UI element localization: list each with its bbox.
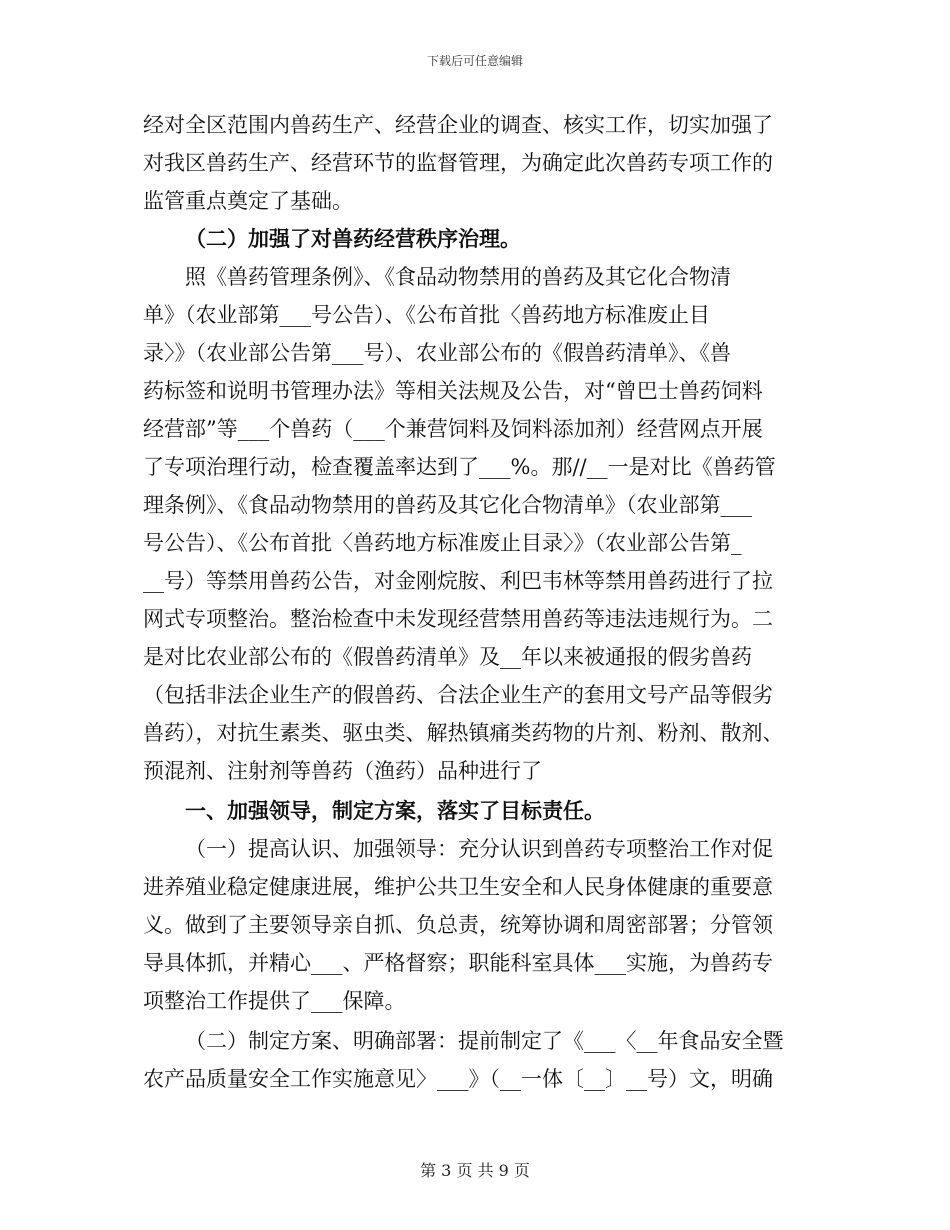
- body-line: 药标签和说明书管理办法》等相关法规及公告，对“曾巴士兽药饲料: [143, 379, 763, 403]
- body-line: 网式专项整治。整治检查中未发现经营禁用兽药等违法违规行为。二: [143, 607, 773, 631]
- section-heading: 一、加强领导，制定方案，落实了目标责任。: [185, 798, 605, 823]
- body-line: 经对全区范围内兽药生产、经营企业的调查、核实工作，切实加强了: [143, 113, 773, 137]
- body-line: 单》（农业部第___号公告）、《公布首批〈兽药地方标准废止目: [143, 303, 710, 327]
- body-line: 导具体抓，并精心___、严格督察；职能科室具体___实施，为兽药专: [143, 951, 773, 975]
- body-line: 义。做到了主要领导亲自抓、负总责，统筹协调和周密部署；分管领: [143, 913, 773, 937]
- page-header: 下载后可任意编辑: [426, 54, 523, 68]
- body-line: 照《兽药管理条例》、《食品动物禁用的兽药及其它化合物清: [185, 265, 731, 289]
- body-line: 了专项治理行动，检查覆盖率达到了___%。那//__一是对比《兽药管: [143, 455, 776, 479]
- body-line: 兽药），对抗生素类、驱虫类、解热镇痛类药物的片剂、粉剂、散剂、: [143, 721, 784, 745]
- section-heading: （二）加强了对兽药经营秩序治理。: [185, 226, 521, 251]
- page-footer: 第 3 页 共 9 页: [420, 1161, 530, 1180]
- body-line: 理条例》、《食品动物禁用的兽药及其它化合物清单》（农业部第___: [143, 493, 752, 517]
- body-line: 录〉》（农业部公告第___号）、农业部公布的《假兽药清单》、《兽: [143, 341, 731, 365]
- document-body: [143, 106, 808, 1098]
- body-line: 是对比农业部公布的《假兽药清单》及__年以来被通报的假劣兽药: [143, 645, 752, 669]
- body-line: （包括非法企业生产的假兽药、合法企业生产的套用文号产品等假劣: [143, 683, 773, 707]
- body-line: 预混剂、注射剂等兽药（渔药）品种进行了: [143, 759, 542, 783]
- body-line: 号公告）、《公布首批〈兽药地方标准废止目录〉》（农业部公告第_: [143, 531, 742, 555]
- body-line: 经营部”等___个兽药（___个兼营饲料及饲料添加剂）经营网点开展: [143, 417, 763, 441]
- body-line: （一）提高认识、加强领导：充分认识到兽药专项整治工作对促: [185, 837, 773, 861]
- body-line: 对我区兽药生产、经营环节的监督管理，为确定此次兽药专项工作的: [143, 151, 773, 175]
- body-line: 农产品质量安全工作实施意见〉___》（__一体〔__〕__号）文，明确: [143, 1067, 773, 1091]
- body-line: 监管重点奠定了基础。: [143, 189, 353, 213]
- body-line: 项整治工作提供了___保障。: [143, 989, 406, 1013]
- body-line: __号）等禁用兽药公告，对金刚烷胺、利巴韦林等禁用兽药进行了拉: [143, 569, 773, 593]
- body-line: 进养殖业稳定健康进展，维护公共卫生安全和人民身体健康的重要意: [143, 875, 773, 899]
- body-line: （二）制定方案、明确部署：提前制定了《___〈__年食品安全暨: [185, 1029, 784, 1053]
